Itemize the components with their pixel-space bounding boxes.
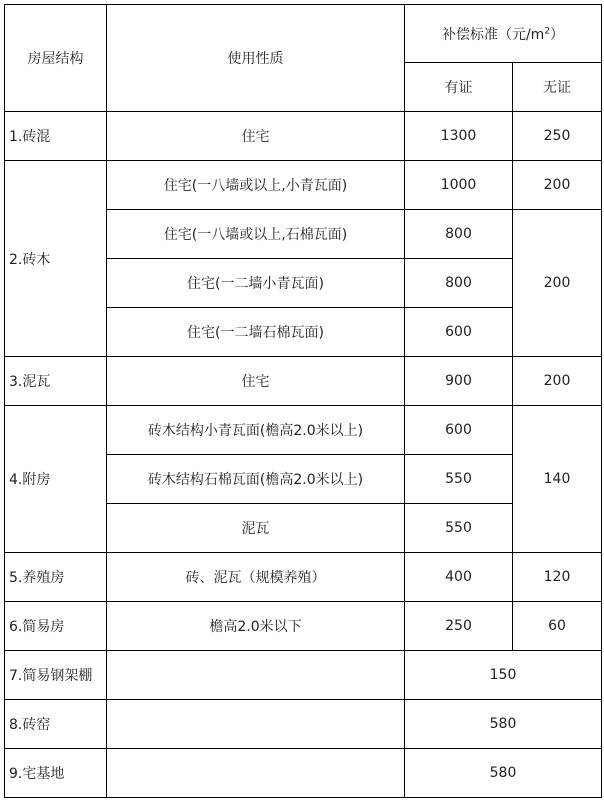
usage-cell: 砖木结构石棉瓦面(檐高2.0米以上) [107,455,405,504]
header-standard-suffix: ） [550,26,565,43]
standard-merged-cell: 580 [405,749,602,798]
structure-cell: 7.简易钢架棚 [5,651,107,700]
header-certified: 有证 [405,63,513,112]
certified-cell: 1300 [405,112,513,161]
header-uncertified: 无证 [513,63,602,112]
structure-cell: 6.简易房 [5,602,107,651]
usage-cell: 砖木结构小青瓦面(檐高2.0米以上) [107,406,405,455]
certified-cell: 800 [405,210,513,259]
structure-cell: 5.养殖房 [5,553,107,602]
header-standard-prefix: 补偿标准（元/m [441,26,545,43]
usage-cell: 檐高2.0米以下 [107,602,405,651]
uncertified-cell: 200 [513,161,602,210]
table-row [5,357,602,406]
table-row [5,651,602,700]
certified-cell: 600 [405,406,513,455]
uncertified-cell: 200 [513,357,602,406]
table-row [5,406,602,455]
standard-merged-cell: 150 [405,651,602,700]
uncertified-cell: 60 [513,602,602,651]
certified-cell: 550 [405,504,513,553]
usage-cell [107,749,405,798]
table-row [5,749,602,798]
uncertified-cell: 250 [513,112,602,161]
certified-cell: 400 [405,553,513,602]
usage-cell: 砖、泥瓦（规模养殖） [107,553,405,602]
header-usage: 使用性质 [107,5,405,112]
certified-cell: 1000 [405,161,513,210]
usage-cell: 住宅(一二墙小青瓦面) [107,259,405,308]
compensation-table [4,4,602,798]
structure-cell: 3.泥瓦 [5,357,107,406]
structure-cell: 9.宅基地 [5,749,107,798]
usage-cell [107,651,405,700]
header-structure: 房屋结构 [5,5,107,112]
certified-cell: 600 [405,308,513,357]
usage-cell: 泥瓦 [107,504,405,553]
usage-cell: 住宅 [107,112,405,161]
certified-cell: 800 [405,259,513,308]
usage-cell: 住宅(一二墙石棉瓦面) [107,308,405,357]
table-row [5,161,602,210]
structure-cell: 4.附房 [5,406,107,553]
table-row [5,112,602,161]
structure-cell: 8.砖窑 [5,700,107,749]
structure-cell: 1.砖混 [5,112,107,161]
certified-cell: 900 [405,357,513,406]
uncertified-cell: 140 [513,406,602,553]
usage-cell: 住宅 [107,357,405,406]
standard-merged-cell: 580 [405,700,602,749]
usage-cell [107,700,405,749]
table-row [5,553,602,602]
certified-cell: 550 [405,455,513,504]
certified-cell: 250 [405,602,513,651]
table-row [5,602,602,651]
uncertified-cell: 120 [513,553,602,602]
usage-cell: 住宅(一八墙或以上,小青瓦面) [107,161,405,210]
uncertified-cell: 200 [513,210,602,357]
table-row [5,700,602,749]
header-standard [405,5,602,63]
header-standard-sup: 2 [544,25,551,36]
usage-cell: 住宅(一八墙或以上,石棉瓦面) [107,210,405,259]
structure-cell: 2.砖木 [5,161,107,357]
header-row [5,5,602,63]
